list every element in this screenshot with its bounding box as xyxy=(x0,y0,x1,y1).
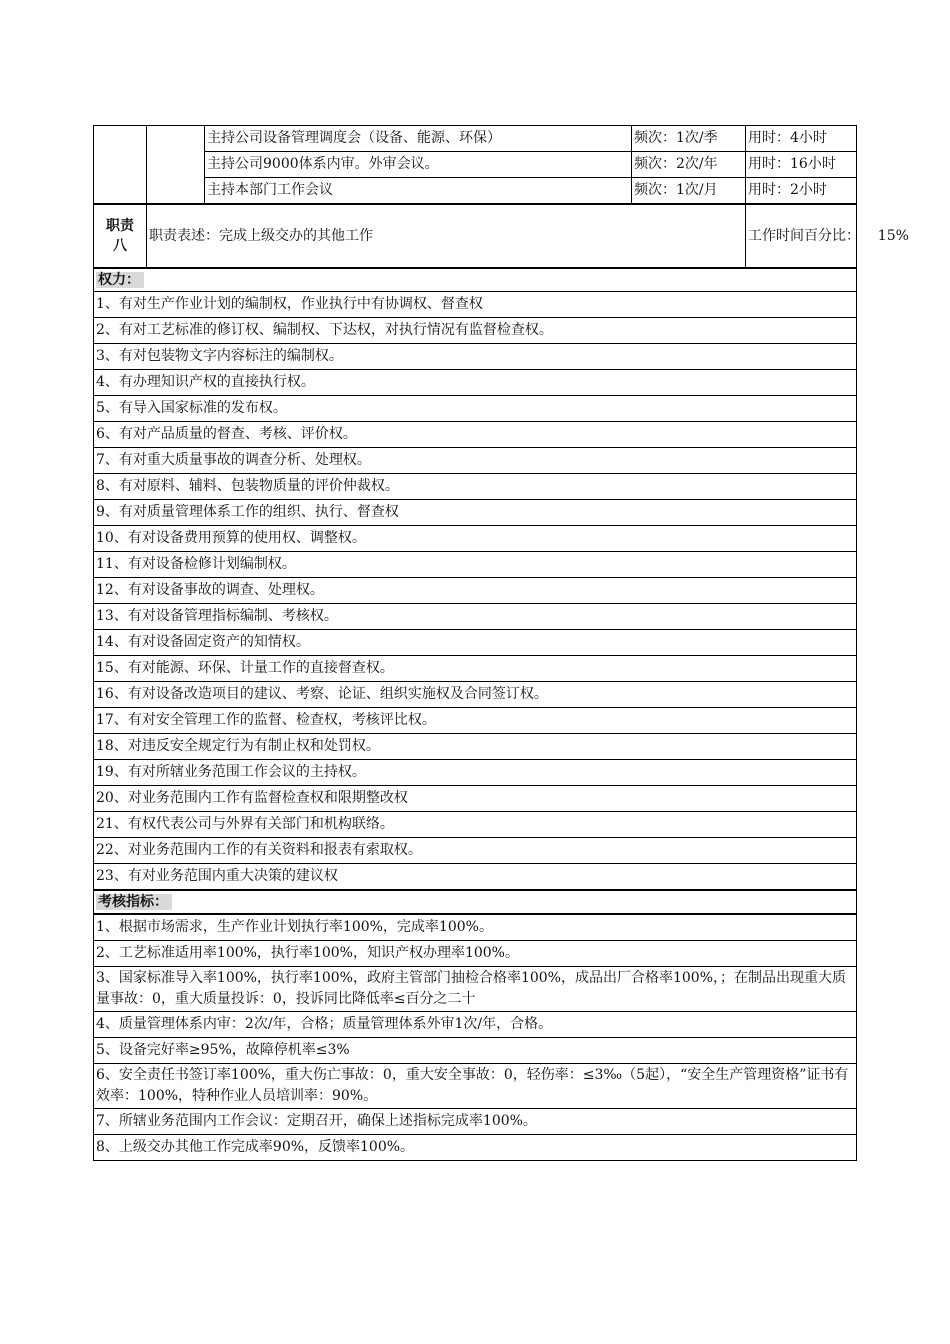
power-item: 17、有对安全管理工作的监督、检查权，考核评比权。 xyxy=(94,708,857,734)
duty-label-line2: 八 xyxy=(113,238,127,254)
power-item: 16、有对设备改造项目的建议、考察、论证、组织实施权及合同签订权。 xyxy=(94,682,857,708)
power-item-row xyxy=(94,344,857,370)
indicator-item-row xyxy=(94,914,857,941)
power-item-row xyxy=(94,656,857,682)
indicator-item: 6、安全责任书签订率100%，重大伤亡事故：0，重大安全事故：0，轻伤率：≤3‰（5起），“安全生产管理资格”证书有效率：100%，特种作业人员培训率：90%。 xyxy=(94,1064,857,1109)
power-item-row xyxy=(94,474,857,500)
indicator-item: 7、所辖业务范围内工作会议：定期召开，确保上述指标完成率100%。 xyxy=(94,1109,857,1135)
power-item-row xyxy=(94,734,857,760)
job-description-page xyxy=(93,125,909,1161)
power-item: 12、有对设备事故的调查、处理权。 xyxy=(94,578,857,604)
meeting-task: 主持公司9000体系内审。外审会议。 xyxy=(205,152,632,178)
power-item: 6、有对产品质量的督查、考核、评价权。 xyxy=(94,422,857,448)
power-item-row xyxy=(94,292,857,318)
power-item: 23、有对业务范围内重大决策的建议权 xyxy=(94,864,857,891)
power-item-row xyxy=(94,786,857,812)
duty-label-line1: 职责 xyxy=(106,218,134,234)
meeting-duration: 用时：4小时 xyxy=(746,126,857,152)
indicator-item-row xyxy=(94,941,857,967)
meeting-duration: 用时：16小时 xyxy=(746,152,857,178)
meeting-task: 主持本部门工作会议 xyxy=(205,178,632,205)
powers-heading-row xyxy=(94,268,857,292)
power-item-row xyxy=(94,604,857,630)
powers-heading-cell xyxy=(94,268,857,292)
indicator-item: 8、上级交办其他工作完成率90%，反馈率100%。 xyxy=(94,1135,857,1161)
power-item-row xyxy=(94,838,857,864)
power-item: 22、对业务范围内工作的有关资料和报表有索取权。 xyxy=(94,838,857,864)
power-item-row xyxy=(94,630,857,656)
indicator-item-row xyxy=(94,1064,857,1109)
power-item: 4、有办理知识产权的直接执行权。 xyxy=(94,370,857,396)
power-item: 19、有对所辖业务范围工作会议的主持权。 xyxy=(94,760,857,786)
indicators-heading-cell xyxy=(94,890,857,914)
power-item-row xyxy=(94,422,857,448)
power-item: 15、有对能源、环保、计量工作的直接督查权。 xyxy=(94,656,857,682)
empty-cell xyxy=(147,126,205,205)
duty-eight-row xyxy=(94,204,857,268)
indicator-item-row xyxy=(94,1135,857,1161)
indicator-item: 5、设备完好率≥95%，故障停机率≤3% xyxy=(94,1038,857,1064)
indicator-item: 1、根据市场需求，生产作业计划执行率100%，完成率100%。 xyxy=(94,914,857,941)
power-item-row xyxy=(94,526,857,552)
power-item-row xyxy=(94,760,857,786)
power-item: 5、有导入国家标准的发布权。 xyxy=(94,396,857,422)
power-item: 9、有对质量管理体系工作的组织、执行、督查权 xyxy=(94,500,857,526)
power-item-row xyxy=(94,396,857,422)
indicator-item-row xyxy=(94,1038,857,1064)
power-item: 20、对业务范围内工作有监督检查权和限期整改权 xyxy=(94,786,857,812)
power-item: 3、有对包装物文字内容标注的编制权。 xyxy=(94,344,857,370)
duty-time-percent xyxy=(746,204,909,268)
powers-heading: 权力： xyxy=(96,272,144,288)
meeting-frequency: 频次：2次/年 xyxy=(632,152,746,178)
power-item-row xyxy=(94,370,857,396)
meeting-frequency: 频次：1次/季 xyxy=(632,126,746,152)
power-item-row xyxy=(94,812,857,838)
meeting-duration: 用时：2小时 xyxy=(746,178,857,205)
power-item: 11、有对设备检修计划编制权。 xyxy=(94,552,857,578)
power-item-row xyxy=(94,864,857,891)
power-item: 14、有对设备固定资产的知情权。 xyxy=(94,630,857,656)
power-item-row xyxy=(94,448,857,474)
powers-list xyxy=(94,292,857,891)
meeting-frequency: 频次：1次/月 xyxy=(632,178,746,205)
power-item-row xyxy=(94,708,857,734)
power-item-row xyxy=(94,578,857,604)
power-item: 1、有对生产作业计划的编制权，作业执行中有协调权、督查权 xyxy=(94,292,857,318)
duty-table xyxy=(93,125,909,1161)
power-item: 18、对违反安全规定行为有制止权和处罚权。 xyxy=(94,734,857,760)
indicators-heading: 考核指标： xyxy=(96,894,172,910)
meeting-row xyxy=(94,178,857,205)
duty-description: 职责表述：完成上级交办的其他工作 xyxy=(147,204,746,268)
duty-label xyxy=(94,204,147,268)
indicator-item-row xyxy=(94,1109,857,1135)
indicator-item: 2、工艺标准适用率100%，执行率100%，知识产权办理率100%。 xyxy=(94,941,857,967)
indicator-item: 3、国家标准导入率100%，执行率100%，政府主管部门抽检合格率100%，成品出厂合格率100%，；在制品出现重大质量事故：0，重大质量投诉：0，投诉同比降低率≤百分之二十 xyxy=(94,967,857,1012)
power-item: 13、有对设备管理指标编制、考核权。 xyxy=(94,604,857,630)
power-item: 8、有对原料、辅料、包装物质量的评价仲裁权。 xyxy=(94,474,857,500)
meeting-row xyxy=(94,126,857,152)
power-item: 7、有对重大质量事故的调查分析、处理权。 xyxy=(94,448,857,474)
empty-cell xyxy=(94,126,147,205)
indicator-item: 4、质量管理体系内审：2次/年，合格；质量管理体系外审1次/年，合格。 xyxy=(94,1012,857,1038)
power-item: 2、有对工艺标准的修订权、编制权、下达权，对执行情况有监督检查权。 xyxy=(94,318,857,344)
power-item: 21、有权代表公司与外界有关部门和机构联络。 xyxy=(94,812,857,838)
indicators-heading-row xyxy=(94,890,857,914)
power-item-row xyxy=(94,318,857,344)
power-item: 10、有对设备费用预算的使用权、调整权。 xyxy=(94,526,857,552)
indicator-item-row xyxy=(94,1012,857,1038)
indicators-list xyxy=(94,914,857,1161)
indicator-item-row xyxy=(94,967,857,1012)
duty-time-percent-text: 工作时间百分比： 15% xyxy=(748,227,909,244)
meeting-task: 主持公司设备管理调度会（设备、能源、环保） xyxy=(205,126,632,152)
power-item-row xyxy=(94,500,857,526)
power-item-row xyxy=(94,552,857,578)
power-item-row xyxy=(94,682,857,708)
meeting-row xyxy=(94,152,857,178)
